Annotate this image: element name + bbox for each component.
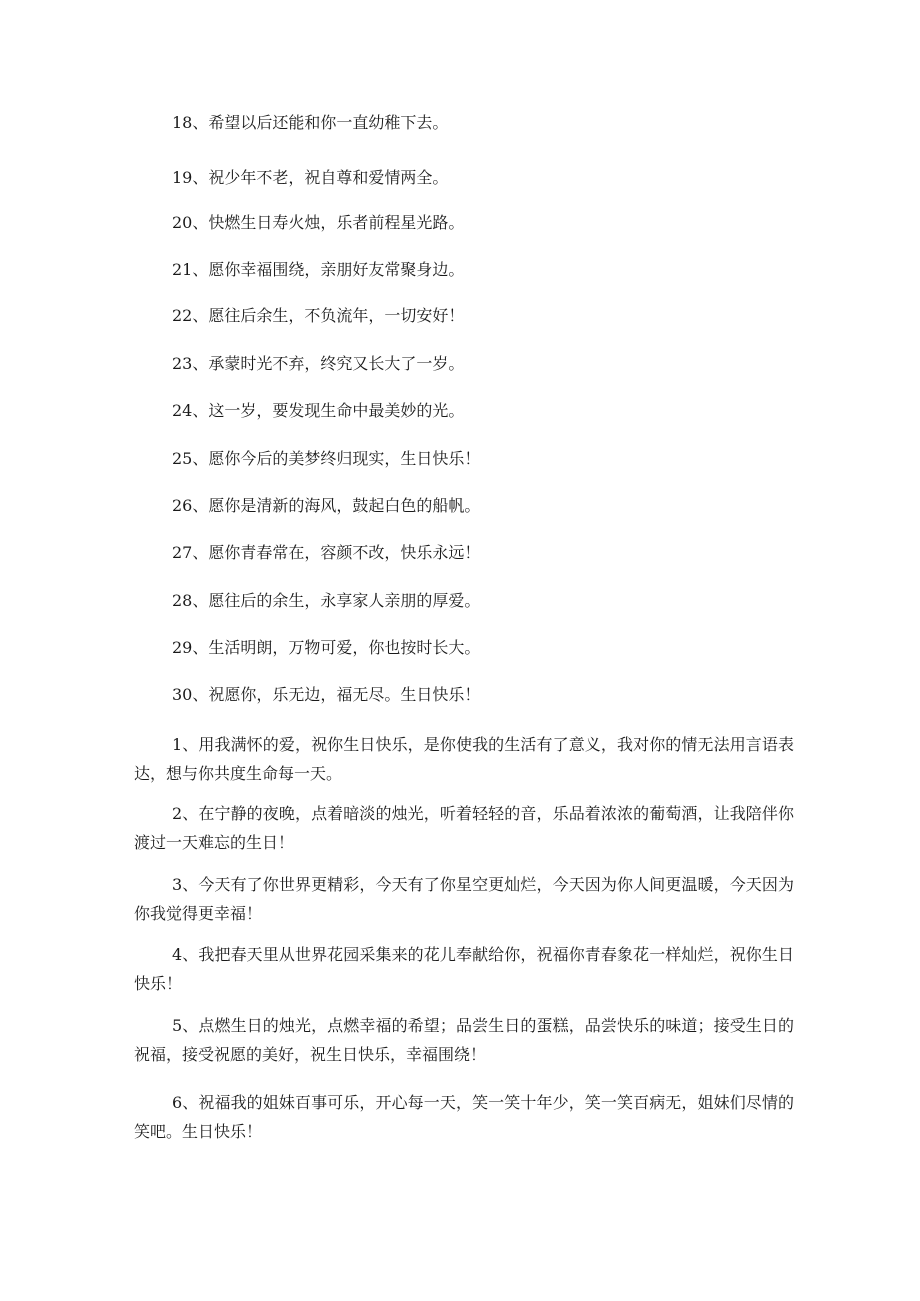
wish-item-23: 23、承蒙时光不弃，终究又长大了一岁。 <box>172 354 465 373</box>
wish-item-22: 22、愿往后余生，不负流年，一切安好！ <box>172 306 465 325</box>
long-wish-item-3: 3、今天有了你世界更精彩，今天有了你星空更灿烂，今天因为你人间更温暖，今天因为你我觉得更幸福！ <box>134 875 794 923</box>
wish-item-29: 29、生活明朗，万物可爱，你也按时长大。 <box>172 638 481 657</box>
long-wish-item-4: 4、我把春天里从世界花园采集来的花儿奉献给你，祝福你青春象花一样灿烂，祝你生日快乐！ <box>134 945 794 993</box>
wish-item-24: 24、这一岁，要发现生命中最美妙的光。 <box>172 401 465 420</box>
wish-item-20: 20、快燃生日寿火烛，乐者前程星光路。 <box>172 213 465 232</box>
wish-item-26: 26、愿你是清新的海风，鼓起白色的船帆。 <box>172 496 481 515</box>
long-wish-item-2: 2、在宁静的夜晚，点着暗淡的烛光，听着轻轻的音，乐品着浓浓的葡萄酒，让我陪伴你渡过一天难忘的生日！ <box>134 804 794 852</box>
long-wish-item-6: 6、祝福我的姐妹百事可乐，开心每一天，笑一笑十年少，笑一笑百病无，姐妹们尽情的笑吧。生日快乐！ <box>134 1093 794 1141</box>
wish-item-27: 27、愿你青春常在，容颜不改，快乐永远！ <box>172 543 481 562</box>
wish-item-30: 30、祝愿你，乐无边，福无尽。生日快乐！ <box>172 685 481 704</box>
wish-item-21: 21、愿你幸福围绕，亲朋好友常聚身边。 <box>172 260 465 279</box>
wish-item-18: 18、希望以后还能和你一直幼稚下去。 <box>172 113 449 132</box>
wish-item-25: 25、愿你今后的美梦终归现实，生日快乐！ <box>172 449 481 468</box>
wish-item-19: 19、祝少年不老，祝自尊和爱情两全。 <box>172 168 449 187</box>
long-wish-item-5: 5、点燃生日的烛光，点燃幸福的希望；品尝生日的蛋糕，品尝快乐的味道；接受生日的祝福，接受祝愿的美好，祝生日快乐，幸福围绕！ <box>134 1016 794 1064</box>
long-wish-item-1: 1、用我满怀的爱，祝你生日快乐，是你使我的生活有了意义，我对你的情无法用言语表达，想与你共度生命每一天。 <box>134 735 794 783</box>
wish-item-28: 28、愿往后的余生，永享家人亲朋的厚爱。 <box>172 591 481 610</box>
